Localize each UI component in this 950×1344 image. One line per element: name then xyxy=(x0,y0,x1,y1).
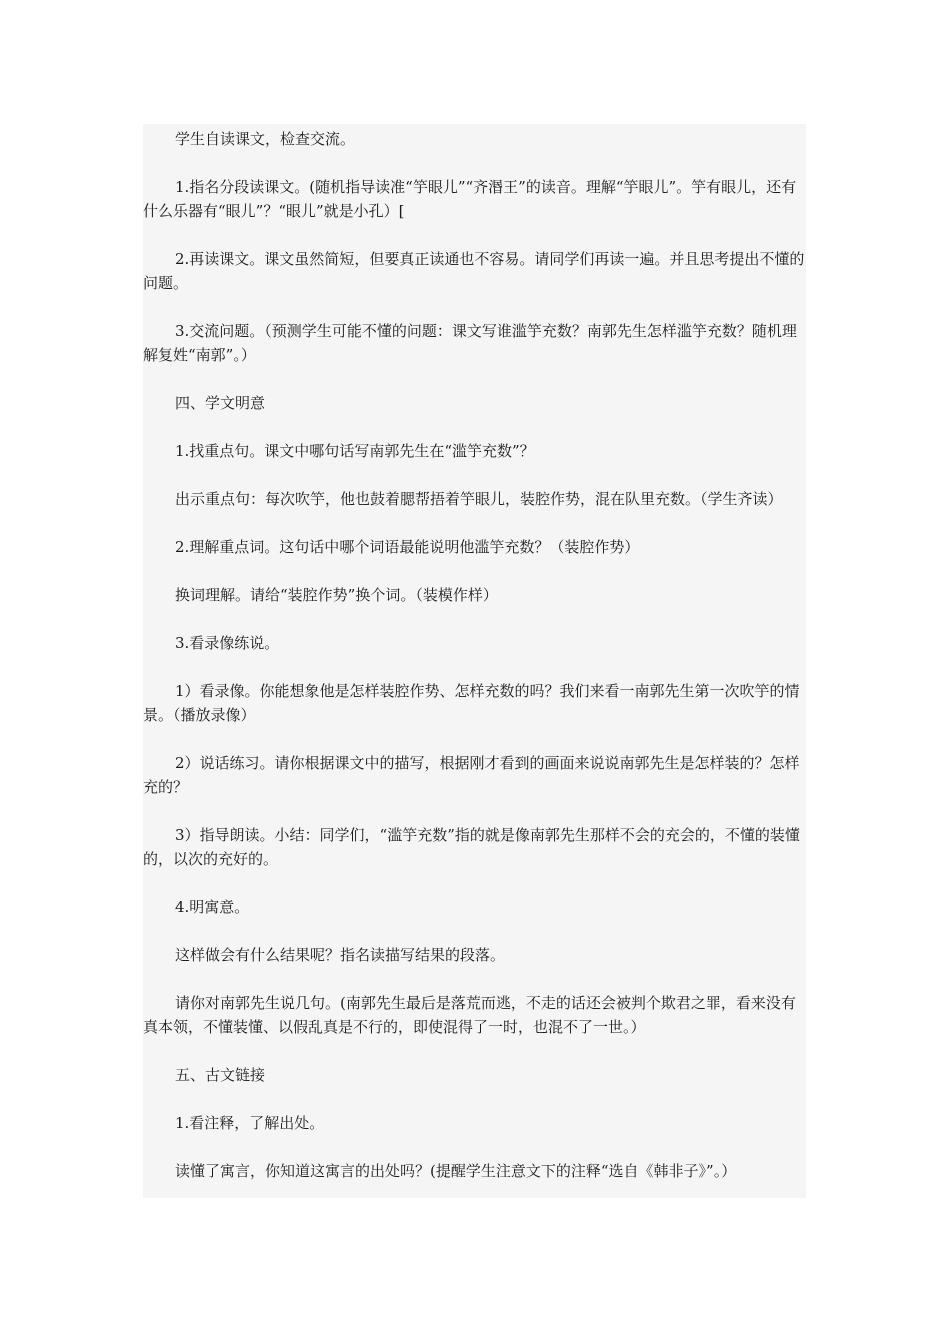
paragraph: 2.再读课文。课文虽然简短，但要真正读通也不容易。请同学们再读一遍。并且思考提出不懂的问题。 xyxy=(143,250,805,292)
paragraph: 出示重点句：每次吹竽，他也鼓着腮帮捂着竽眼儿，装腔作势，混在队里充数。（学生齐读） xyxy=(175,490,783,508)
paragraph: 1）看录像。你能想象他是怎样装腔作势、怎样充数的吗？我们来看一南郭先生第一次吹竽的情景。（播放录像） xyxy=(143,682,800,724)
paragraph: 1.看注释，了解出处。 xyxy=(175,1114,325,1132)
paragraph: 读懂了寓言，你知道这寓言的出处吗？(提醒学生注意文下的注释“选自《韩非子》”。） xyxy=(175,1162,737,1180)
paragraph: 1.指名分段读课文。(随机指导读准“竽眼儿”“齐湣王”的读音。理解“竽眼儿”。竽有眼儿，还有什么乐器有“眼儿”？“眼儿”就是小孔）[ xyxy=(143,178,797,220)
paragraph: 学生自读课文，检查交流。 xyxy=(175,130,356,148)
paragraph: 1.找重点句。课文中哪句话写南郭先生在“滥竽充数”？ xyxy=(175,442,535,460)
paragraph: 3）指导朗读。小结：同学们，“滥竽充数”指的就是像南郭先生那样不会的充会的，不懂的装懂的，以次的充好的。 xyxy=(143,826,800,868)
paragraph: 3.看录像练说。 xyxy=(175,634,280,652)
paragraph: 2.理解重点词。这句话中哪个词语最能说明他滥竽充数？（装腔作势） xyxy=(175,538,640,556)
paragraph: 4.明寓意。 xyxy=(175,898,250,916)
paragraph: 3.交流问题。（预测学生可能不懂的问题：课文写谁滥竽充数？南郭先生怎样滥竽充数？随机理解复姓“南郭”。） xyxy=(143,322,797,364)
section-heading: 四、学文明意 xyxy=(175,394,266,412)
paragraph: 换词理解。请给“装腔作势”换个词。（装模作样） xyxy=(175,586,498,604)
paragraph: 请你对南郭先生说几句。(南郭先生最后是落荒而逃，不走的话还会被判个欺君之罪，看来没有真本领，不懂装懂、以假乱真是不行的，即使混得了一时，也混不了一世。） xyxy=(143,994,796,1036)
paragraph: 2）说话练习。请你根据课文中的描写，根据刚才看到的画面来说说南郭先生是怎样装的？怎样充的？ xyxy=(143,754,800,796)
paragraph: 这样做会有什么结果呢？指名读描写结果的段落。 xyxy=(175,946,506,964)
document-body xyxy=(143,124,806,1198)
section-heading: 五、古文链接 xyxy=(175,1066,266,1084)
